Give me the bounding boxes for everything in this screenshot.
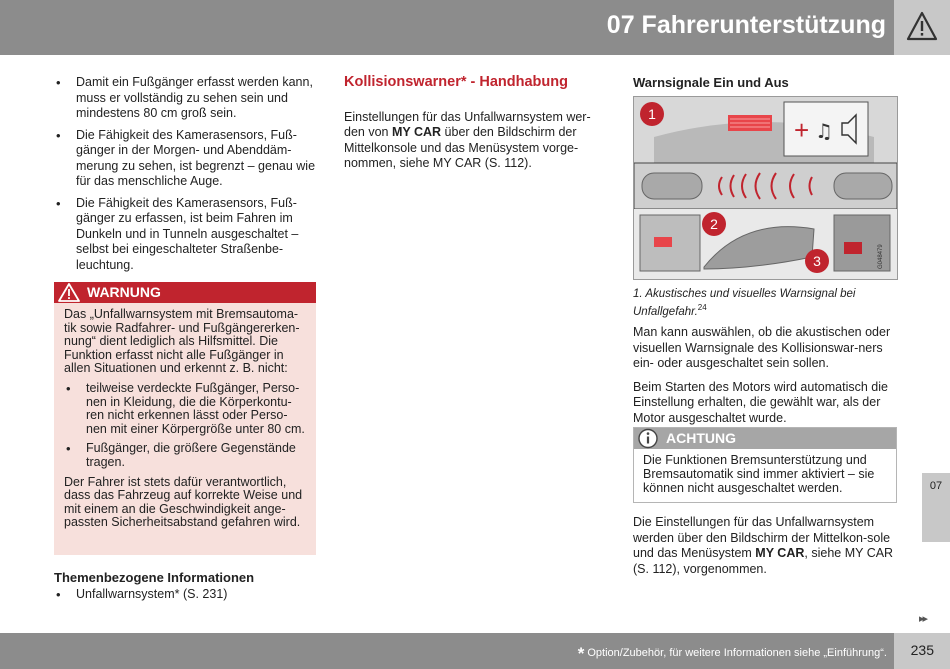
- list-item: • Die Fähigkeit des Kamerasensors, Fuß-gänger zu erfassen, ist beim Fahren im Dunkeln und in Tunneln ausgeschaltet – selbst bei eingeschalteter Straßenbe-leuchtung.: [54, 196, 316, 274]
- badge-1: [640, 102, 664, 126]
- note-title: ACHTUNG: [666, 430, 736, 446]
- badge-2: [702, 212, 726, 236]
- music-note-icon: ♫: [815, 118, 833, 143]
- illustration-drawing: [634, 97, 897, 279]
- column-right: [633, 75, 896, 426]
- related-title: Themenbezogene Informationen: [54, 570, 255, 585]
- related-info: [54, 570, 316, 608]
- plus-icon: +: [794, 114, 810, 145]
- car-icon: [834, 173, 892, 199]
- badge-label: 3: [813, 252, 821, 269]
- paragraph: Die Einstellungen für das Unfallwarnsystem werden über den Bildschirm der Mittelkon-sole und das Menüsystem MY CAR, siehe MY CAR (S. 112), vorgenommen.: [633, 515, 894, 576]
- note-header: [634, 428, 896, 449]
- list-item: • Damit ein Fußgänger erfasst werden kann, muss er vollständig zu sehen sein und mindestens 80 cm groß sein.: [54, 75, 316, 122]
- badge-label: 1: [648, 105, 656, 122]
- page-number: 235: [910, 642, 934, 658]
- chapter-title: 07 Fahrerunterstützung: [606, 11, 886, 39]
- info-icon: [637, 428, 659, 449]
- badge-label: 2: [710, 215, 718, 232]
- list-item: • Fußgänger, die größere Gegenstände tragen.: [64, 442, 306, 469]
- footer-note: * Option/Zubehör, für weitere Informationen siehe „Einführung“.: [577, 644, 887, 663]
- figure-caption: 1. Akustisches und visuelles Warnsignal bei Unfallgefahr.$^{24}$: [633, 287, 856, 318]
- asterisk: *: [577, 644, 585, 663]
- figure-code: G048479: [878, 243, 884, 269]
- note-text: Die Funktionen Bremsunterstützung und Bremsautomatik sind immer aktiviert – sie können nicht ausgeschaltet werden.: [643, 453, 875, 495]
- warning-signal-illustration: [633, 96, 898, 280]
- column-left: [54, 75, 316, 279]
- page-number-box: [894, 633, 950, 669]
- list-item: • teilweise verdeckte Fußgänger, Perso-nen in Kleidung, die die Körperkontu-ren nicht erkennen lässt oder Perso-nen mit einer Körpergröße unter 80 cm.: [64, 382, 306, 436]
- next-page-arrows: ▸▸: [919, 613, 927, 625]
- section-paragraph: Einstellungen für das Unfallwarnsystem wer-den von MY CAR über den Bildschirm der Mittelkonsole und das Menüsystem vorge-nommen, siehe MY CAR (S. 112).: [344, 109, 591, 170]
- page-header: [0, 0, 950, 55]
- paragraph: Man kann auswählen, ob die akustischen oder visuellen Warnsignale des Kollisionswar-ners ein- oder ausgeschaltet sein sollen.: [633, 325, 891, 371]
- warning-intro: Das „Unfallwarnsystem mit Bremsautoma-tik sowie Radfahrer- und Fußgängererken-nung“ dient lediglich als Hilfsmittel. Die Funktion erfasst nicht alle Fußgänger in allen Situationen und erkennt z. B. nicht:: [64, 307, 300, 376]
- warning-triangle-icon: [58, 283, 80, 302]
- page-footer: [0, 633, 950, 669]
- list-item: • Die Fähigkeit des Kamerasensors, Fuß-gänger in der Morgen- und Abenddäm-merung zu sehen, ist begrenzt – genau wie für das menschliche Auge.: [54, 128, 316, 190]
- column-middle: [344, 75, 602, 172]
- caption-ref: 24: [697, 302, 707, 312]
- warning-body: [54, 303, 316, 530]
- section-heading: Warnsignale Ein und Aus: [633, 75, 789, 90]
- my-car-label: MY CAR: [755, 546, 805, 560]
- warning-triangle-icon: [906, 11, 938, 41]
- warning-box: [54, 282, 316, 555]
- note-box: [633, 427, 897, 503]
- related-list: [54, 587, 316, 603]
- header-icon-box: [894, 0, 950, 55]
- section-heading: Kollisionswarner* - Handhabung: [344, 74, 568, 90]
- warning-header: [54, 282, 316, 303]
- related-link[interactable]: • Unfallwarnsystem* (S. 231): [54, 587, 316, 603]
- warning-list: [64, 382, 306, 470]
- car-icon: [642, 173, 702, 199]
- warning-title: WARNUNG: [87, 284, 161, 300]
- chapter-side-tab[interactable]: 07: [922, 473, 950, 542]
- intro-bullet-list: [54, 75, 316, 273]
- warning-outro: Der Fahrer ist stets dafür verantwortlich, dass das Fahrzeug auf korrekte Weise und mit einem an die Geschwindigkeit ange-passten Sicherheitsabstand gefahren wird.: [64, 474, 303, 530]
- badge-3: [805, 249, 829, 273]
- my-car-label: MY CAR: [391, 125, 442, 139]
- paragraph: Beim Starten des Motors wird automatisch die Einstellung erhalten, die gewählt war, als der Motor ausgeschaltet wurde.: [633, 379, 888, 425]
